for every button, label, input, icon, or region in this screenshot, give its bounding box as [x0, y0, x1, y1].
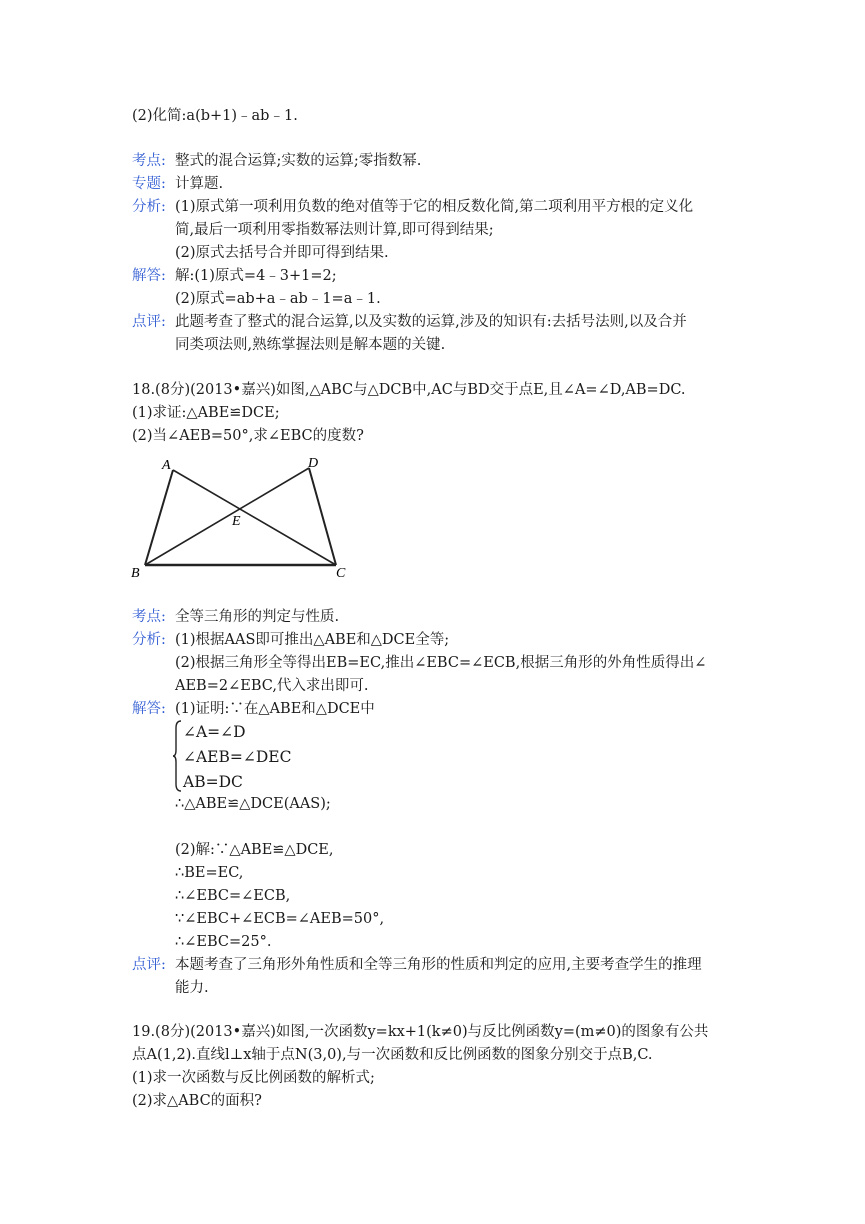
q17-dianping-line2: 同类项法则,熟练掌握法则是解本题的关键. [175, 337, 446, 353]
q18-dianping-line1: 本题考查了三角形外角性质和全等三角形的性质和判定的应用,主要考查学生的推理 [175, 957, 702, 973]
label-c: C [336, 566, 346, 581]
q19-stem-line1: 19.(8分)(2013•嘉兴)如图,一次函数y=kx+1(k≠0)与反比例函数y=(m≠0)的图象有公共 [132, 1024, 709, 1040]
q17-dianping-label: 点评: [132, 314, 166, 330]
q17-dianping-line1: 此题考查了整式的混合运算,以及实数的运算,涉及的知识有:去括号法则,以及合并 [175, 314, 687, 330]
q19-stem-line2: 点A(1,2).直线l⊥x轴于点N(3,0),与一次函数和反比例函数的图象分别交于点B,C. [132, 1047, 653, 1063]
q17-fenxi-line3: (2)原式去括号合并即可得到结果. [175, 245, 389, 261]
q17-kaodian: 整式的混合运算;实数的运算;零指数幂. [175, 153, 422, 169]
q17-jieda-line1: 解:(1)原式=4﹣3+1=2; [175, 268, 337, 284]
q17-kaodian-label: 考点: [132, 153, 166, 169]
q18-jieda-part2-line4: ∵∠EBC+∠ECB=∠AEB=50°, [175, 911, 385, 927]
q18-part1: (1)求证:△ABE≌DCE; [132, 405, 280, 421]
q17-fenxi-line2: 简,最后一项利用零指数幂法则计算,即可得到结果; [175, 222, 494, 238]
q18-fenxi-line1: (1)根据AAS即可推出△ABE和△DCE全等; [175, 632, 450, 648]
q18-kaodian: 全等三角形的判定与性质. [175, 609, 340, 625]
q18-jieda-part2-line3: ∴∠EBC=∠ECB, [175, 888, 291, 904]
q18-jieda-line1: (1)证明:∵在△ABE和△DCE中 [175, 701, 375, 717]
q17-part2: (2)化简:a(b+1)﹣ab﹣1. [132, 108, 298, 124]
q17-fenxi-line1: (1)原式第一项利用负数的绝对值等于它的相反数化简,第二项利用平方根的定义化 [175, 199, 694, 215]
q19-part2: (2)求△ABC的面积? [132, 1093, 262, 1109]
label-b: B [131, 566, 140, 581]
q18-jieda-label: 解答: [132, 701, 166, 717]
q18-kaodian-label: 考点: [132, 609, 166, 625]
q18-jieda-part2-line5: ∴∠EBC=25°. [175, 934, 272, 950]
q17-zhuanti: 计算题. [175, 176, 224, 192]
q17-jieda-line2: (2)原式=ab+a﹣ab﹣1=a﹣1. [175, 291, 381, 307]
q17-jieda-label: 解答: [132, 268, 166, 284]
q18-jieda-conclusion: ∴△ABE≌△DCE(AAS); [175, 796, 331, 812]
q17-zhuanti-label: 专题: [132, 176, 166, 192]
q18-dianping-label: 点评: [132, 957, 166, 973]
q17-fenxi-label: 分析: [132, 199, 166, 215]
q18-part2: (2)当∠AEB=50°,求∠EBC的度数? [132, 428, 364, 444]
q19-part1: (1)求一次函数与反比例函数的解析式; [132, 1070, 375, 1086]
brace-condition-3: AB=DC [183, 773, 243, 791]
q18-jieda-part2-line1: (2)解:∵△ABE≌△DCE, [175, 842, 334, 858]
q18-fenxi-line3: AEB=2∠EBC,代入求出即可. [175, 678, 369, 694]
label-e: E [232, 514, 241, 529]
q18-dianping-line2: 能力. [175, 980, 209, 996]
q18-jieda-part2-line2: ∴BE=EC, [175, 865, 244, 881]
brace-condition-2: ∠AEB=∠DEC [183, 748, 292, 766]
q18-fenxi-label: 分析: [132, 632, 166, 648]
q18-fenxi-line2: (2)根据三角形全等得出EB=EC,推出∠EBC=∠ECB,根据三角形的外角性质得出∠ [175, 655, 707, 671]
brace-condition-1: ∠A=∠D [183, 723, 246, 741]
label-d: D [308, 456, 319, 471]
label-a: A [162, 458, 171, 473]
segment-cd [309, 468, 336, 565]
triangle-figure [126, 448, 366, 588]
left-brace [172, 720, 182, 792]
segment-ac [173, 470, 336, 565]
q18-stem: 18.(8分)(2013•嘉兴)如图,△ABC与△DCB中,AC与BD交于点E,且∠A=∠D,AB=DC. [132, 382, 686, 398]
